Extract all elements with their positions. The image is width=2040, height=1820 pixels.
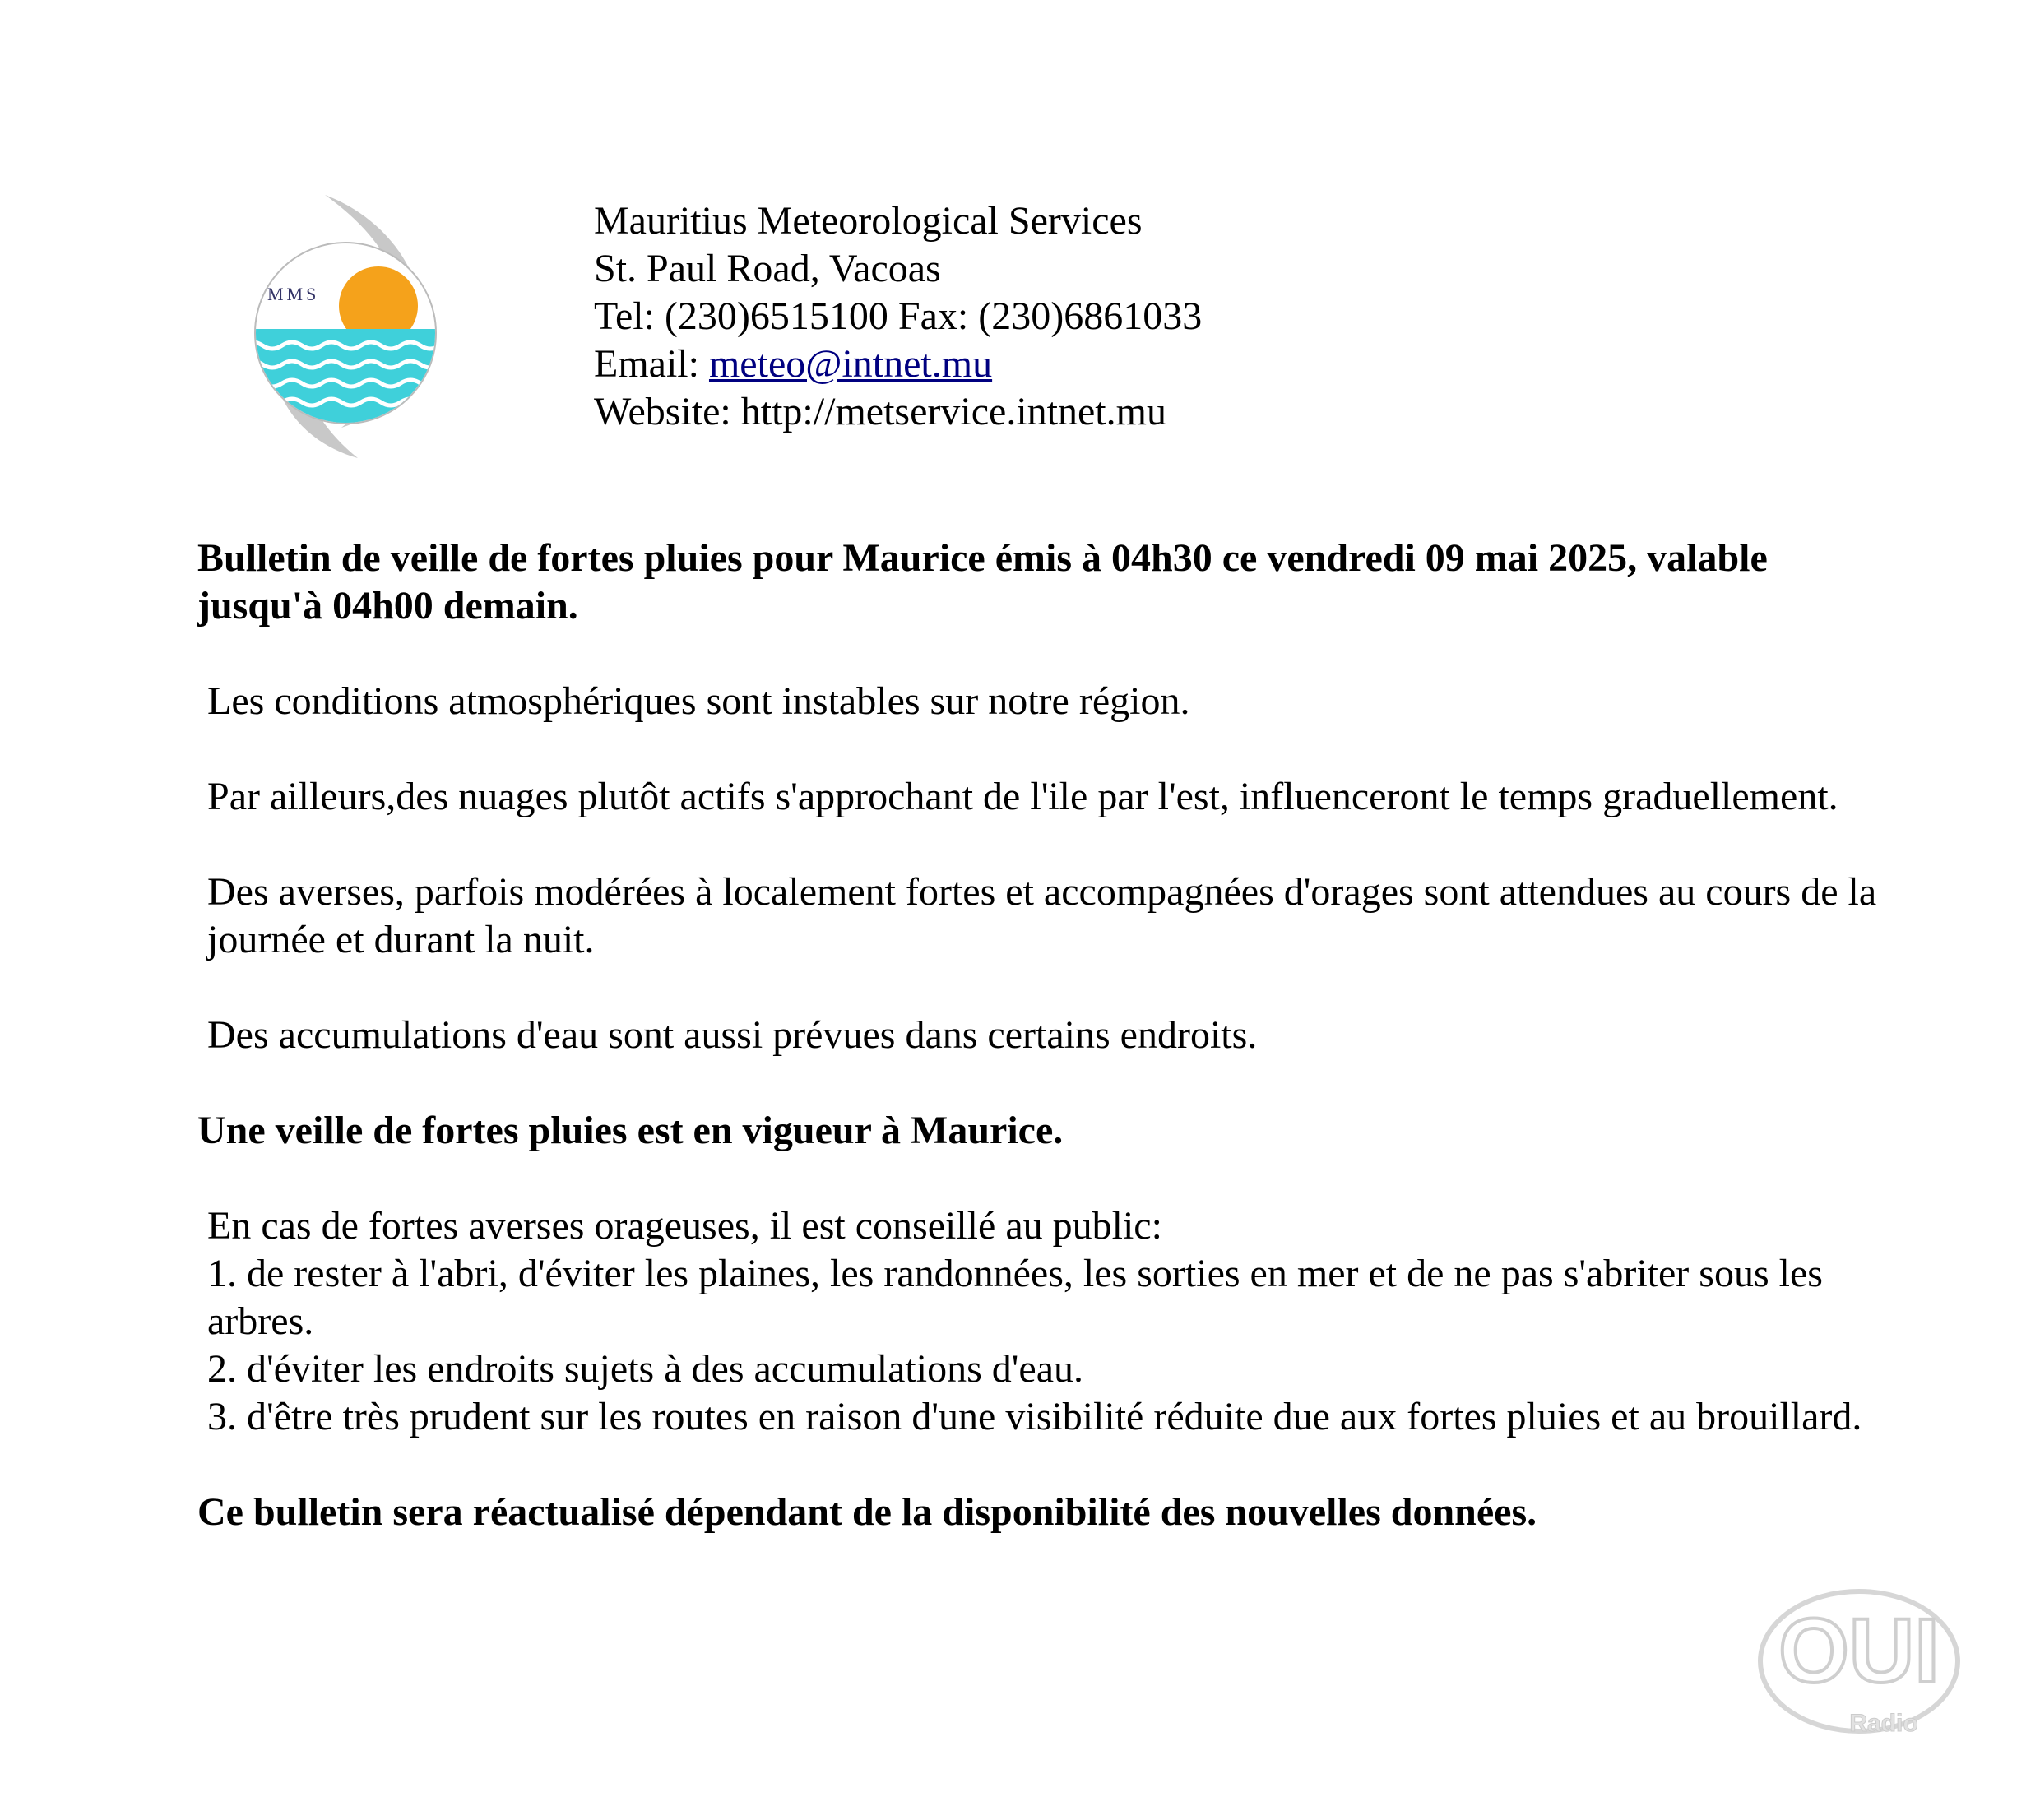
email-label: Email: (594, 342, 709, 386)
warning-statement: Une veille de fortes pluies est en vigueur à Maurice. (197, 1109, 1064, 1152)
logo-text: MMS (267, 284, 320, 304)
email-line (594, 340, 1202, 388)
advice-item: 2. d'éviter les endroits sujets à des accumulations d'eau. (207, 1347, 1083, 1391)
contact-header (594, 197, 1202, 436)
oui-radio-watermark (1752, 1579, 1966, 1752)
paragraph-showers: Des averses, parfois modérées à localement fortes et accompagnées d'orages sont attendues au cours de la journée et durant la nuit. (207, 870, 1877, 961)
website: Website: http://metservice.intnet.mu (594, 390, 1166, 433)
paragraph-clouds: Par ailleurs,des nuages plutôt actifs s'approchant de l'ile par l'est, influenceront le temps graduellement. (207, 775, 1838, 818)
closing-statement: Ce bulletin sera réactualisé dépendant de la disponibilité des nouvelles données. (197, 1490, 1537, 1534)
watermark-text: OUI (1778, 1600, 1940, 1702)
advice-intro: En cas de fortes averses orageuses, il est conseillé au public: (207, 1204, 1162, 1248)
mms-logo (243, 193, 448, 461)
watermark-subtext: Radio (1849, 1710, 1918, 1737)
bulletin-title: Bulletin de veille de fortes pluies pour Maurice émis à 04h30 ce vendredi 09 mai 2025, valable jusqu'à 04h00 demain. (197, 536, 1768, 628)
phone-fax: Tel: (230)6515100 Fax: (230)6861033 (594, 294, 1203, 338)
org-name: Mauritius Meteorological Services (594, 199, 1143, 243)
bulletin-body (197, 535, 1884, 1584)
advice-item: 1. de rester à l'abri, d'éviter les plaines, les randonnées, les sorties en mer et de ne pas s'abriter sous les arbres. (207, 1252, 1823, 1343)
address: St. Paul Road, Vacoas (594, 247, 941, 290)
paragraph-accumulations: Des accumulations d'eau sont aussi prévues dans certains endroits. (207, 1013, 1258, 1057)
advice-list (197, 1202, 1884, 1441)
email-link[interactable]: meteo@intnet.mu (708, 342, 993, 386)
paragraph-conditions: Les conditions atmosphériques sont instables sur notre région. (207, 679, 1190, 723)
advice-item: 3. d'être très prudent sur les routes en raison d'une visibilité réduite due aux fortes pluies et au brouillard. (207, 1395, 1862, 1438)
